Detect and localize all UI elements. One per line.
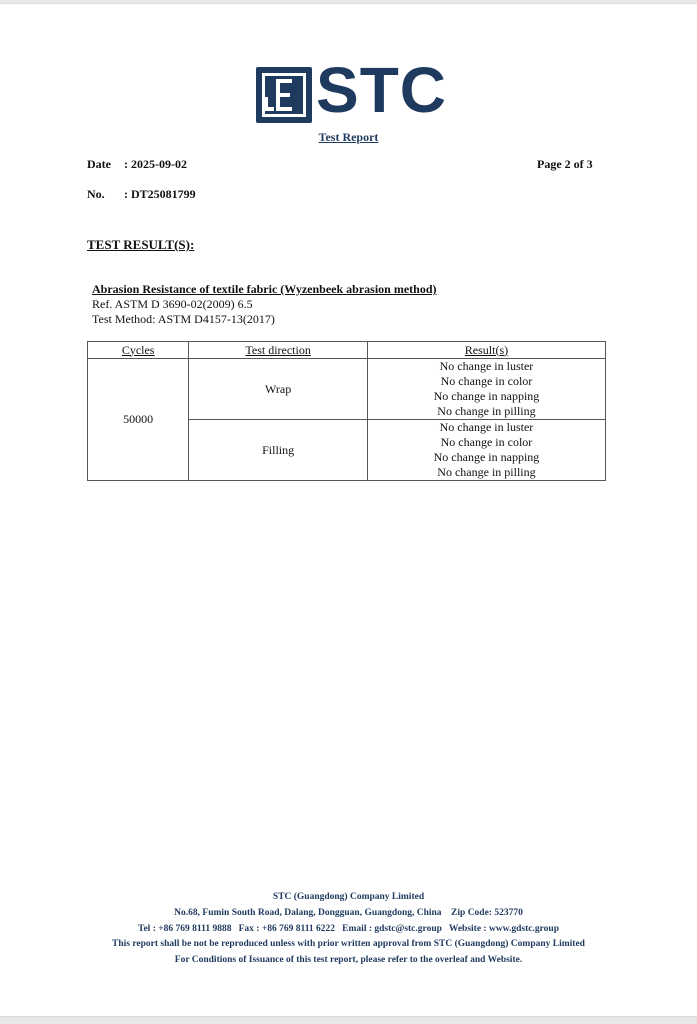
result-line: No change in napping <box>433 450 540 464</box>
footer-company: STC (Guangdong) Company Limited <box>272 892 425 902</box>
direction-cell: Wrap <box>189 359 368 420</box>
table-header-row <box>88 342 606 359</box>
result-line: No change in color <box>440 435 533 449</box>
document-page <box>0 4 697 1016</box>
report-number-label: No. <box>87 187 105 201</box>
date-value: : 2025-09-02 <box>124 157 187 171</box>
results-cell <box>367 420 605 481</box>
results-cell <box>367 359 605 420</box>
results-table <box>87 341 606 481</box>
result-line: No change in napping <box>433 389 540 403</box>
result-line: No change in color <box>440 374 533 388</box>
footer-notice: This report shall be not be reproduced unless with prior written approval from STC (Guangdong) Company Limited <box>112 939 585 950</box>
report-number-line <box>87 187 196 202</box>
section-method: Test Method: ASTM D4157-13(2017) <box>92 312 275 326</box>
section-title: Abrasion Resistance of textile fabric (Wyzenbeek abrasion method) <box>92 282 437 296</box>
cycles-cell: 50000 <box>88 359 189 481</box>
report-number-value: : DT25081799 <box>124 187 196 201</box>
header-cycles: Cycles <box>88 342 189 359</box>
test-section <box>92 282 437 327</box>
table-row <box>88 359 606 420</box>
date-line <box>87 157 187 172</box>
result-line: No change in pilling <box>437 465 536 479</box>
direction-cell: Filling <box>189 420 368 481</box>
header-results: Result(s) <box>367 342 605 359</box>
test-results-heading: TEST RESULT(S): <box>87 237 195 252</box>
stc-logo <box>256 54 466 126</box>
stc-logo-mark-icon <box>256 67 312 123</box>
footer-contact: Tel : +86 769 8111 9888 Fax : +86 769 8111 6222 Email : gdstc@stc.group Website : www.gdstc.group <box>138 923 559 934</box>
date-label: Date <box>87 157 111 171</box>
section-reference: Ref. ASTM D 3690-02(2009) 6.5 <box>92 297 253 311</box>
footer-conditions: For Conditions of Issuance of this test report, please refer to the overleaf and Website. <box>174 955 523 966</box>
result-line: No change in luster <box>439 420 534 434</box>
header-test-direction: Test direction <box>189 342 368 359</box>
result-line: No change in luster <box>439 359 534 373</box>
report-title: Test Report <box>318 130 379 144</box>
footer <box>0 890 697 969</box>
page-number: Page 2 of 3 <box>537 157 593 171</box>
footer-address: No.68, Fumin South Road, Dalang, Dongguan, Guangdong, China Zip Code: 523770 <box>174 907 523 918</box>
result-line: No change in pilling <box>437 404 536 418</box>
brand-name: STC <box>316 54 447 126</box>
